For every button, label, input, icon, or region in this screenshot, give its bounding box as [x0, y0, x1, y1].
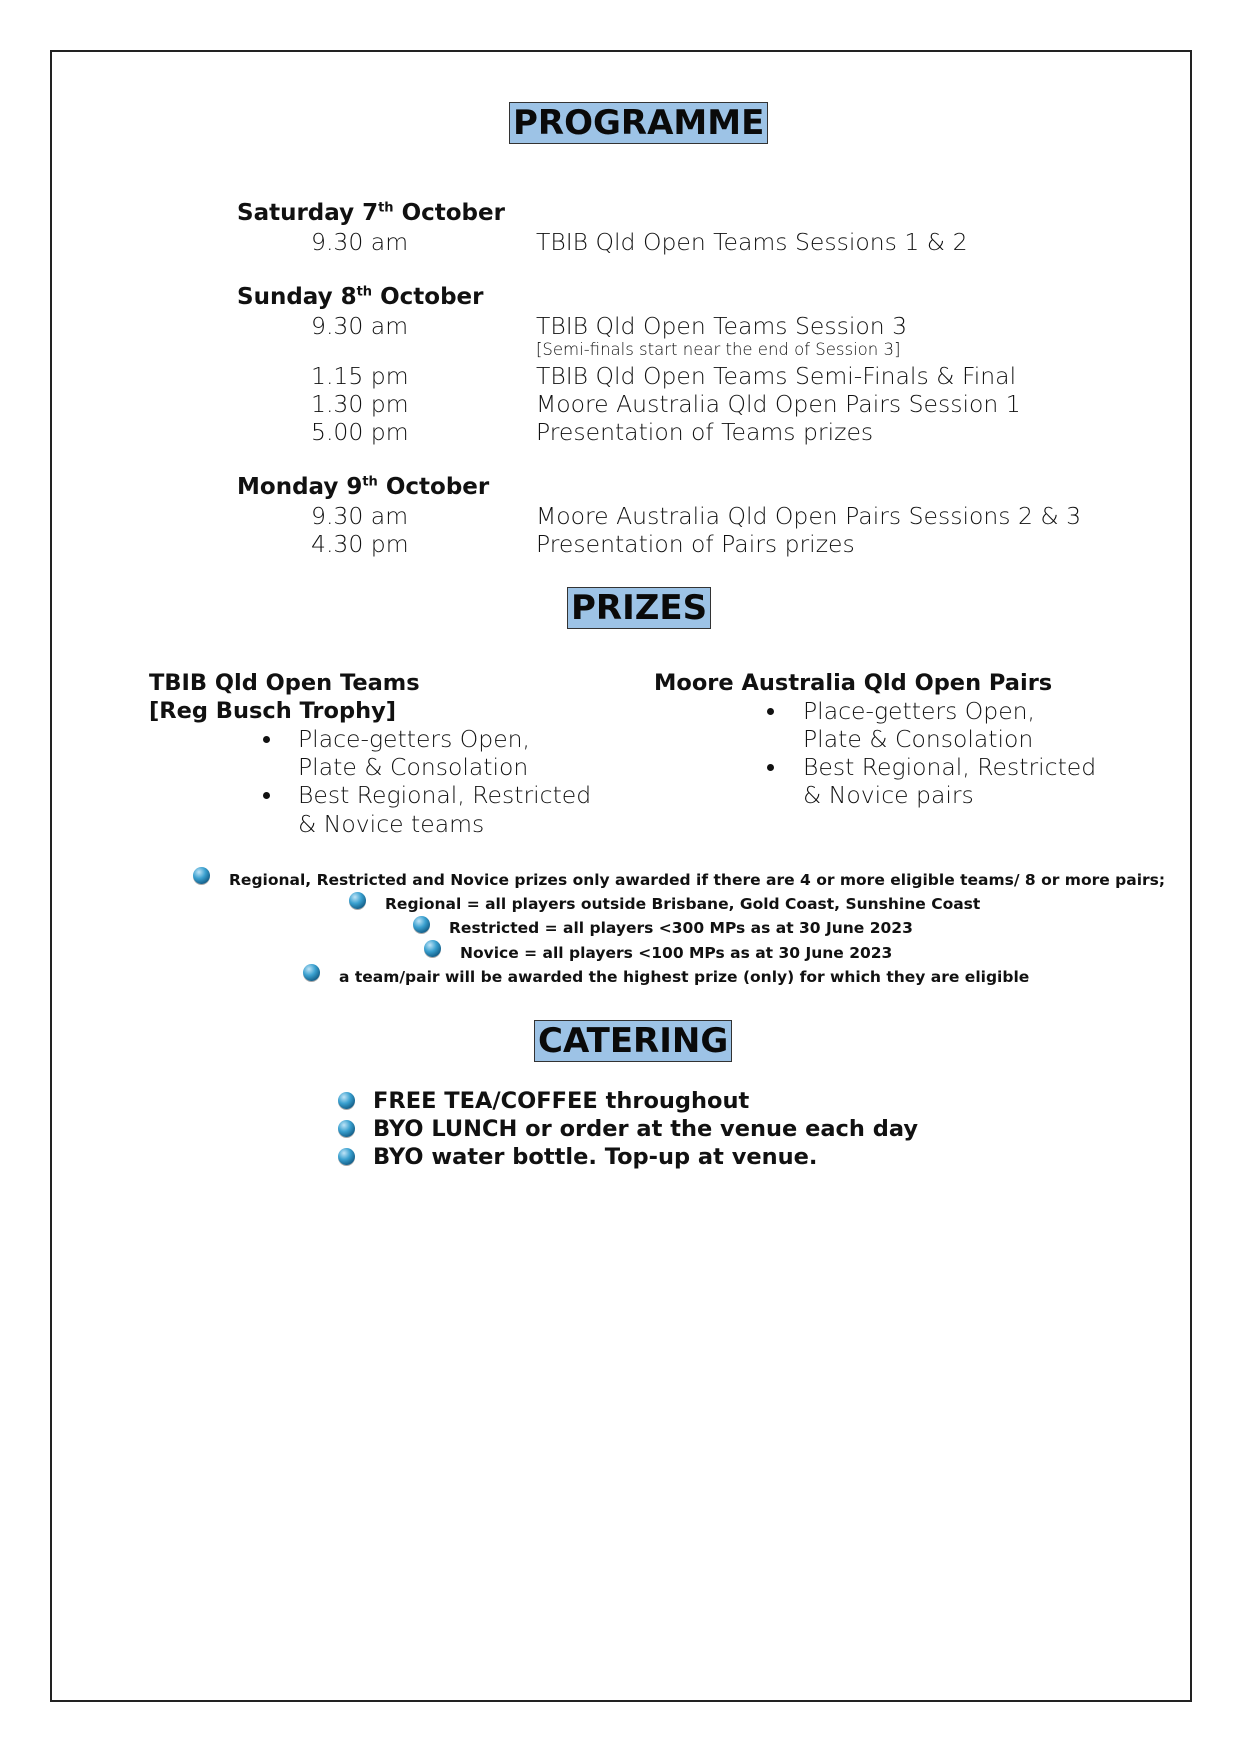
sphere-bullet-icon — [338, 1092, 355, 1109]
day-sunday: Sunday 8th October — [237, 284, 484, 310]
prize-item-line: Place-getters Open, — [803, 697, 1036, 725]
time: 1.30 pm — [311, 390, 409, 418]
prize-item-line: Plate & Consolation — [298, 753, 529, 781]
sphere-bullet-icon — [424, 940, 441, 957]
time: 9.30 am — [311, 312, 409, 340]
catering-item: BYO water bottle. Top-up at venue. — [373, 1144, 818, 1170]
bullet-icon — [767, 764, 774, 771]
prize-item-line: Place-getters Open, — [298, 725, 531, 753]
prize-condition: Novice = all players <100 MPs as at 30 June 2023 — [460, 944, 893, 962]
prize-condition: a team/pair will be awarded the highest prize (only) for which they are eligible — [339, 968, 1030, 986]
catering-item: FREE TEA/COFFEE throughout — [373, 1088, 750, 1114]
event: Presentation of Teams prizes — [536, 418, 874, 446]
day-saturday: Saturday 7th October — [237, 200, 505, 226]
catering-item: BYO LUNCH or order at the venue each day — [373, 1116, 919, 1142]
bullet-icon — [263, 736, 270, 743]
event: TBIB Qld Open Teams Sessions 1 & 2 — [536, 228, 968, 256]
event: Moore Australia Qld Open Pairs Sessions 2 & 3 — [536, 502, 1082, 530]
catering-heading: CATERING — [534, 1020, 732, 1062]
prize-item-line: Best Regional, Restricted — [298, 781, 592, 809]
time: 9.30 am — [311, 502, 409, 530]
prize-condition: Regional = all players outside Brisbane, Gold Coast, Sunshine Coast — [385, 895, 981, 913]
prizes-heading: PRIZES — [567, 587, 711, 629]
event: Moore Australia Qld Open Pairs Session 1 — [536, 390, 1021, 418]
event: TBIB Qld Open Teams Semi-Finals & Final — [536, 362, 1017, 390]
teams-prize-subtitle: [Reg Busch Trophy] — [149, 698, 397, 724]
time: 4.30 pm — [311, 530, 409, 558]
prize-item-line: & Novice teams — [298, 810, 485, 838]
prize-condition: Restricted = all players <300 MPs as at 30 June 2023 — [449, 919, 913, 937]
prize-condition: Regional, Restricted and Novice prizes only awarded if there are 4 or more eligible teams/ 8 or more pairs; — [229, 871, 1166, 889]
time: 1.15 pm — [311, 362, 409, 390]
event: TBIB Qld Open Teams Session 3 — [536, 312, 908, 340]
event: Presentation of Pairs prizes — [536, 530, 855, 558]
sphere-bullet-icon — [413, 916, 430, 933]
time: 5.00 pm — [311, 418, 409, 446]
sphere-bullet-icon — [303, 964, 320, 981]
prize-item-line: & Novice pairs — [803, 781, 974, 809]
programme-heading: PROGRAMME — [509, 102, 768, 144]
sphere-bullet-icon — [349, 892, 366, 909]
bullet-icon — [263, 792, 270, 799]
prize-item-line: Plate & Consolation — [803, 725, 1034, 753]
sphere-bullet-icon — [193, 867, 210, 884]
pairs-prize-title: Moore Australia Qld Open Pairs — [654, 670, 1053, 696]
event-note: [Semi-finals start near the end of Session 3] — [536, 340, 901, 359]
day-monday: Monday 9th October — [237, 474, 490, 500]
time: 9.30 am — [311, 228, 409, 256]
bullet-icon — [767, 708, 774, 715]
sphere-bullet-icon — [338, 1148, 355, 1165]
teams-prize-title: TBIB Qld Open Teams — [149, 670, 420, 696]
prize-item-line: Best Regional, Restricted — [803, 753, 1097, 781]
sphere-bullet-icon — [338, 1120, 355, 1137]
